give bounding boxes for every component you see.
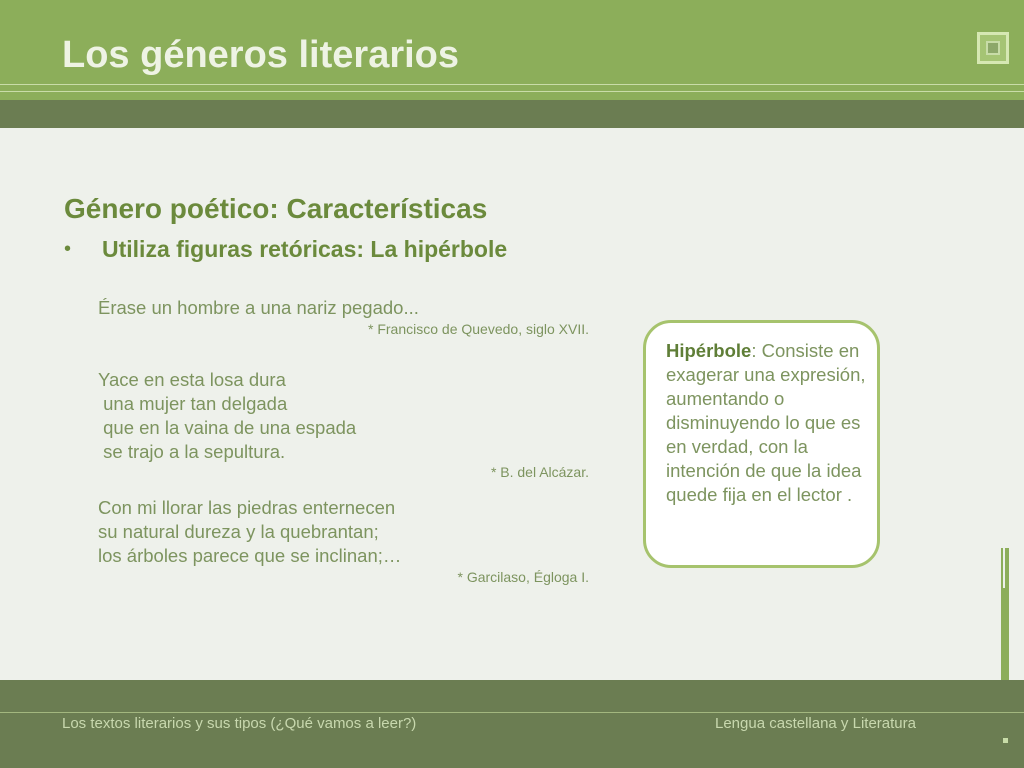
example-verse-2: Yace en esta losa dura una mujer tan delgada que en la vaina de una espada se trajo a la sepultura. [98, 369, 357, 462]
header-divider [0, 91, 1024, 92]
example-verse-3: Con mi llorar las piedras enternecen su natural dureza y la quebrantan; los árboles parece que se inclinan;… [98, 497, 402, 566]
footer-divider [0, 712, 1024, 713]
callout-text [666, 339, 866, 507]
footer-band [0, 680, 1024, 710]
footer-dot-icon [1003, 738, 1008, 743]
header-band [0, 100, 1024, 128]
callout-term: Hipérbole [666, 340, 752, 361]
header-divider [0, 84, 1024, 85]
example-verse-1: Érase un hombre a una nariz pegado... [98, 297, 419, 318]
side-accent-highlight [1003, 548, 1005, 588]
slide-title: Los géneros literarios [62, 34, 460, 76]
example-attribution-1: * Francisco de Quevedo, siglo XVII. [368, 321, 589, 337]
section-heading: Género poético: Características [64, 193, 488, 224]
square-logo-icon [977, 32, 1009, 64]
example-attribution-3: * Garcilaso, Égloga I. [457, 569, 589, 585]
footer-left-text: Los textos literarios y sus tipos (¿Qué vamos a leer?) [62, 715, 417, 732]
bullet-marker: • [64, 238, 72, 260]
bullet-text: Utiliza figuras retóricas: La hipérbole [102, 236, 508, 262]
callout-definition: : Consiste en exagerar una expresión, aumentando o disminuyendo lo que es en verdad, con la intención de que la idea quede fija en el lector . [666, 340, 866, 505]
footer-right-text: Lengua castellana y Literatura [715, 715, 916, 732]
square-logo-inner [986, 41, 1000, 55]
example-attribution-2: * B. del Alcázar. [490, 464, 589, 480]
definition-callout [643, 320, 880, 568]
